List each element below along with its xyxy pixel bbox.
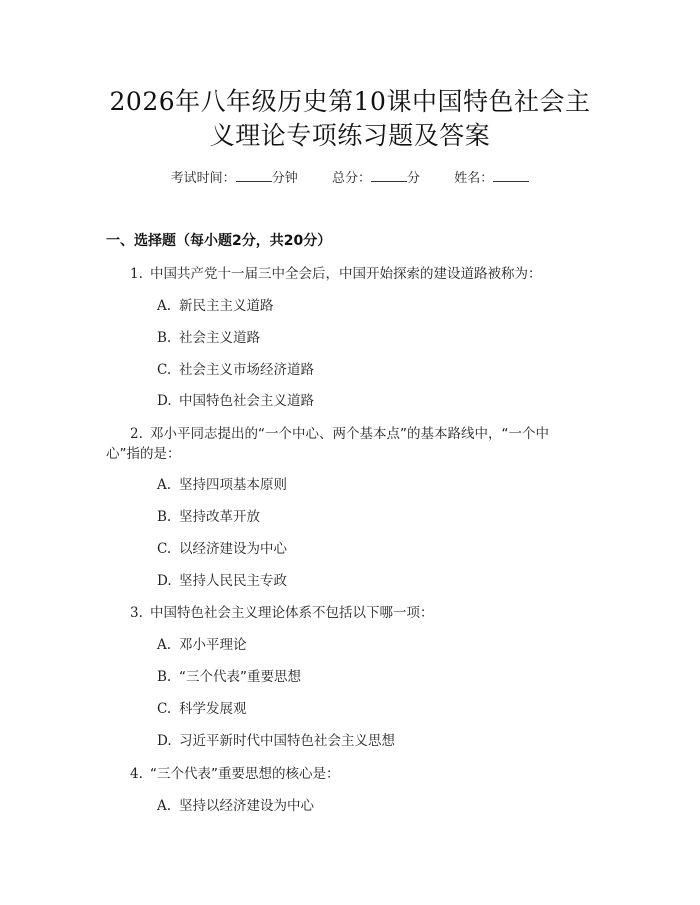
document-title-line-1: 2026年八年级历史第10课中国特色社会主 — [109, 87, 591, 116]
option-text: 社会主义道路 — [179, 330, 260, 346]
question-1 — [130, 262, 542, 282]
option-letter: B. — [157, 509, 172, 525]
question-4-option-a — [157, 794, 314, 814]
option-letter: D. — [157, 393, 172, 409]
question-text: 中国特色社会主义理论体系不包括以下哪一项： — [150, 605, 434, 621]
question-text: 中国共产党十一届三中全会后，中国开始探索的建设道路被称为： — [150, 266, 542, 282]
option-letter: B. — [157, 330, 172, 346]
option-letter: A. — [157, 798, 172, 814]
name-label: 姓名： — [454, 171, 494, 186]
option-letter: D. — [157, 573, 172, 589]
option-letter: B. — [157, 669, 172, 685]
question-3-option-a — [157, 633, 247, 653]
time-blank — [236, 169, 272, 182]
section-title: 一、选择题（每小题2分，共20分） — [106, 233, 332, 249]
option-text: 坚持人民民主专政 — [179, 573, 287, 589]
option-text: 中国特色社会主义道路 — [179, 393, 314, 409]
question-1-option-a — [157, 294, 274, 314]
option-letter: A. — [157, 477, 172, 493]
question-number: 2. — [130, 426, 143, 442]
question-number: 4. — [130, 766, 143, 782]
question-2-text-continued: 心”指的是： — [106, 446, 181, 462]
option-text: 坚持四项基本原则 — [179, 477, 287, 493]
option-text: “三个代表”重要思想 — [179, 669, 301, 685]
question-number: 3. — [130, 605, 143, 621]
option-text: 科学发展观 — [179, 701, 247, 717]
question-4 — [130, 762, 340, 782]
option-text: 坚持以经济建设为中心 — [179, 798, 314, 814]
time-label: 考试时间： — [170, 171, 236, 186]
option-text: 邓小平理论 — [179, 637, 247, 653]
option-letter: A. — [157, 298, 172, 314]
score-label: 总分： — [331, 171, 371, 186]
question-2-option-d — [157, 569, 287, 589]
exam-info-line — [0, 167, 700, 186]
document-title-line-2: 义理论专项练习题及答案 — [209, 121, 491, 150]
option-text: 以经济建设为中心 — [179, 541, 287, 557]
question-2-option-c — [157, 537, 287, 557]
option-letter: D. — [157, 733, 172, 749]
question-1-option-b — [157, 326, 260, 346]
question-text: “三个代表”重要思想的核心是： — [150, 766, 340, 782]
question-2-option-a — [157, 473, 287, 493]
question-1-option-d — [157, 389, 314, 409]
question-2 — [130, 422, 549, 442]
question-text: 邓小平同志提出的“一个中心、两个基本点”的基本路线中，“一个中 — [150, 426, 549, 442]
question-3-option-c — [157, 697, 247, 717]
time-unit: 分钟 — [271, 171, 298, 186]
question-1-option-c — [157, 358, 314, 378]
question-3-option-b — [157, 665, 301, 685]
option-letter: C. — [157, 362, 172, 378]
option-text: 新民主主义道路 — [179, 298, 274, 314]
option-letter: A. — [157, 637, 172, 653]
score-unit: 分 — [407, 171, 421, 186]
name-blank — [493, 169, 529, 182]
question-2-option-b — [157, 505, 260, 525]
question-3 — [130, 601, 434, 621]
option-letter: C. — [157, 701, 172, 717]
score-blank — [371, 169, 407, 182]
option-letter: C. — [157, 541, 172, 557]
option-text: 坚持改革开放 — [179, 509, 260, 525]
question-number: 1. — [130, 266, 143, 282]
question-3-option-d — [157, 729, 395, 749]
option-text: 习近平新时代中国特色社会主义思想 — [179, 733, 395, 749]
option-text: 社会主义市场经济道路 — [179, 362, 314, 378]
